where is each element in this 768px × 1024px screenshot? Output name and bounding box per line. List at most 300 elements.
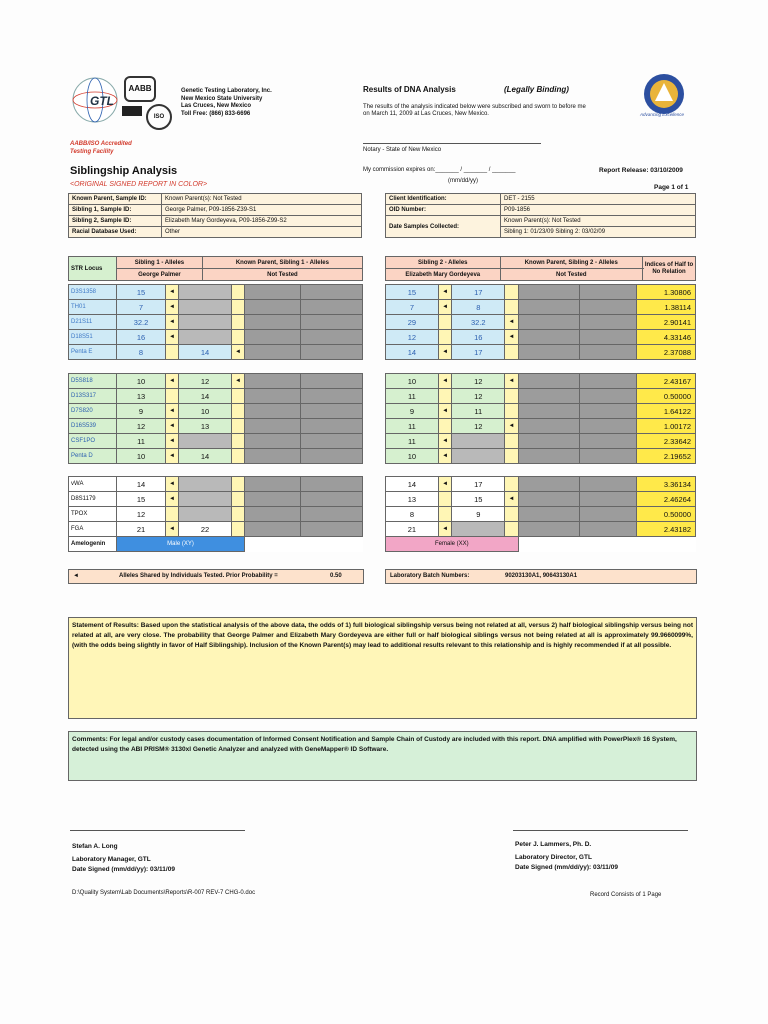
sib2-allele-a: 21 — [386, 522, 439, 537]
shared-arrow-icon: ◄ — [73, 573, 79, 579]
arrow-cell — [232, 492, 245, 507]
sib1-allele-b: 12 — [179, 374, 232, 389]
str-row-sib2 — [386, 522, 696, 537]
arrow-cell — [232, 477, 245, 492]
sib1-allele-b: 13 — [179, 419, 232, 434]
arrow-cell — [505, 285, 518, 300]
shared-arrow-icon: ◄ — [505, 330, 518, 345]
signer-left-date: Date Signed (mm/dd/yy): 03/11/09 — [72, 866, 175, 873]
lab-name: Genetic Testing Laboratory, Inc. — [181, 88, 272, 94]
shared-arrow-icon: ◄ — [505, 419, 518, 434]
sib1-allele-b — [179, 300, 232, 315]
kp2-allele-a — [518, 285, 579, 300]
arrow-cell — [232, 419, 245, 434]
relation-index: 2.46264 — [636, 492, 695, 507]
batch-numbers-bar — [385, 569, 697, 584]
sib1-allele-b — [179, 285, 232, 300]
kp2-allele-b — [579, 315, 636, 330]
kp2-allele-a — [518, 374, 579, 389]
sib1-allele-b — [179, 507, 232, 522]
str-locus: D7S820 — [69, 404, 117, 419]
signature-line-left — [70, 830, 245, 831]
shared-arrow-icon: ◄ — [166, 477, 179, 492]
relation-index: 1.64122 — [636, 404, 695, 419]
arrow-cell — [232, 522, 245, 537]
accredited-line-2: Testing Facility — [70, 149, 114, 155]
shared-arrow-icon: ◄ — [438, 522, 451, 537]
results-title: Results of DNA Analysis — [363, 85, 456, 94]
batch-label: Laboratory Batch Numbers: — [390, 573, 470, 579]
lab-address — [181, 88, 272, 118]
comments-box — [68, 731, 697, 781]
shared-note: Alleles Shared by Individuals Tested. Prior Probability = — [119, 573, 278, 579]
str-row-sib1 — [69, 285, 363, 300]
kp-allele-a — [245, 374, 301, 389]
sib2-allele-a: 29 — [386, 315, 439, 330]
arrow-cell — [438, 507, 451, 522]
str-row-sib2 — [386, 330, 696, 345]
date-collected-parents: Known Parent(s): Not Tested — [501, 216, 696, 227]
str-row-sib2 — [386, 404, 696, 419]
sib2-allele-a: 7 — [386, 300, 439, 315]
signature-line-right — [513, 830, 688, 831]
signer-right-date: Date Signed (mm/dd/yy): 03/11/09 — [515, 864, 618, 871]
sib1-allele-b — [179, 330, 232, 345]
shared-arrow-icon: ◄ — [438, 374, 451, 389]
str-row-sib1 — [69, 449, 363, 464]
arrow-cell — [505, 507, 518, 522]
arrow-cell — [166, 389, 179, 404]
relation-index: 0.50000 — [636, 507, 695, 522]
arrow-cell — [232, 389, 245, 404]
shared-arrow-icon: ◄ — [166, 300, 179, 315]
str-row-sib1 — [69, 374, 363, 389]
report-release: Report Release: 03/10/2009 — [599, 167, 683, 174]
sib2-allele-b — [452, 449, 505, 464]
kp-allele-b — [301, 374, 363, 389]
arrow-cell — [505, 449, 518, 464]
info-value: Known Parent(s): Not Tested — [162, 194, 362, 205]
arrow-cell — [505, 434, 518, 449]
lab-phone: Toll Free: (866) 833-6696 — [181, 110, 251, 117]
relation-index: 2.19652 — [636, 449, 695, 464]
group1-sib1-table — [68, 284, 363, 360]
kp2-allele-b — [579, 434, 636, 449]
arrow-cell — [232, 449, 245, 464]
shared-arrow-icon: ◄ — [166, 285, 179, 300]
str-locus: vWA — [69, 477, 117, 492]
relation-index: 0.50000 — [636, 389, 695, 404]
shared-arrow-icon: ◄ — [438, 477, 451, 492]
footer-record: Record Consists of 1 Page — [590, 892, 662, 898]
kp2-allele-b — [579, 507, 636, 522]
shared-arrow-icon: ◄ — [166, 404, 179, 419]
str-row-sib1 — [69, 419, 363, 434]
str-row-sib2 — [386, 300, 696, 315]
sib2-allele-a: 9 — [386, 404, 439, 419]
kp-sib2-not-tested: Not Tested — [500, 269, 642, 281]
kp-allele-a — [245, 404, 301, 419]
amelogenin-sib2: Female (XX) — [386, 537, 519, 552]
lab-city: Las Cruces, New Mexico — [181, 103, 252, 109]
kp-allele-b — [301, 345, 363, 360]
kp2-allele-a — [518, 419, 579, 434]
seal-caption: Advancing Excellence — [640, 112, 685, 117]
shared-arrow-icon: ◄ — [505, 374, 518, 389]
group3-sib1-table — [68, 476, 363, 552]
sib1-allele-a: 11 — [117, 434, 166, 449]
kp-allele-b — [301, 330, 363, 345]
info-value: George Palmer, P09-1856-Z39-S1 — [162, 205, 362, 216]
sib2-allele-a: 10 — [386, 374, 439, 389]
relation-index: 4.33146 — [636, 330, 695, 345]
gtl-logo-text: GTL — [90, 94, 114, 108]
sib1-allele-b — [179, 492, 232, 507]
sib2-allele-b: 16 — [452, 330, 505, 345]
shared-arrow-icon: ◄ — [166, 419, 179, 434]
sib1-allele-a: 16 — [117, 330, 166, 345]
sib2-allele-b: 17 — [452, 285, 505, 300]
sib2-allele-b: 32.2 — [452, 315, 505, 330]
info-row — [69, 227, 362, 238]
amelogenin-empty — [245, 537, 363, 552]
arrow-cell — [505, 300, 518, 315]
sworn-statement: The results of the analysis indicated below were subscribed and sworn to before me on March 11, 2009 at Las Cruces, New Mexico. — [363, 104, 586, 117]
kp2-allele-a — [518, 389, 579, 404]
footer-path: D:\Quality System\Lab Documents\Reports\R-007 REV-7 CHG-0.doc — [72, 890, 256, 896]
shared-arrow-icon: ◄ — [232, 374, 245, 389]
arrow-cell — [505, 404, 518, 419]
date-collected-siblings: Sibling 1: 01/23/09 Sibling 2: 03/02/09 — [501, 227, 696, 238]
shared-arrow-icon: ◄ — [505, 315, 518, 330]
arrow-cell — [438, 389, 451, 404]
amelogenin-sib1: Male (XY) — [117, 537, 245, 552]
shared-arrow-icon: ◄ — [166, 522, 179, 537]
sib1-allele-b: 10 — [179, 404, 232, 419]
kp-allele-a — [245, 315, 301, 330]
accredited-line-1: AABB/ISO Accredited — [70, 141, 132, 147]
str-row-sib1 — [69, 330, 363, 345]
sib2-allele-b: 8 — [452, 300, 505, 315]
info-label: Known Parent, Sample ID: — [69, 194, 162, 205]
shared-arrow-icon: ◄ — [166, 374, 179, 389]
kp2-allele-b — [579, 345, 636, 360]
amelogenin-empty — [518, 537, 695, 552]
str-locus: D21S11 — [69, 315, 117, 330]
sib1-allele-a: 8 — [117, 345, 166, 360]
arrow-cell — [438, 492, 451, 507]
sample-info-table — [68, 193, 362, 238]
kp2-allele-b — [579, 330, 636, 345]
amelogenin-row — [69, 537, 363, 552]
arrow-cell — [166, 345, 179, 360]
kp2-allele-b — [579, 449, 636, 464]
sib1-allele-a: 9 — [117, 404, 166, 419]
sib1-alleles-header: Sibling 1 - Alleles — [117, 257, 203, 269]
str-row-sib2 — [386, 374, 696, 389]
sib1-allele-b — [179, 315, 232, 330]
kp2-allele-b — [579, 522, 636, 537]
shared-arrow-icon: ◄ — [438, 434, 451, 449]
sib2-allele-a: 11 — [386, 389, 439, 404]
str-locus: D13S317 — [69, 389, 117, 404]
kp2-allele-b — [579, 492, 636, 507]
signer-left — [72, 840, 175, 876]
info-row — [69, 216, 362, 227]
sib2-allele-b: 11 — [452, 404, 505, 419]
statement-box — [68, 617, 697, 719]
client-label: Client Identification: — [386, 194, 501, 205]
kp-allele-b — [301, 522, 363, 537]
sib1-allele-a: 10 — [117, 374, 166, 389]
str-row-sib1 — [69, 315, 363, 330]
sib1-allele-a: 14 — [117, 477, 166, 492]
arrow-cell — [505, 522, 518, 537]
group1-sib2-table — [385, 284, 696, 360]
indices-header: Indices of Half to No Relation — [643, 257, 696, 281]
signer-right-name: Peter J. Lammers, Ph. D. — [515, 841, 592, 848]
kp-allele-a — [245, 285, 301, 300]
aa-logo — [122, 106, 142, 116]
info-label: Racial Database Used: — [69, 227, 162, 238]
arrow-cell — [505, 389, 518, 404]
sib2-allele-a: 14 — [386, 345, 439, 360]
kp-allele-b — [301, 315, 363, 330]
shared-alleles-bar — [68, 569, 364, 584]
sib1-allele-b: 22 — [179, 522, 232, 537]
oid-label: OID Number: — [386, 205, 501, 216]
arrow-cell — [232, 434, 245, 449]
shared-arrow-icon: ◄ — [438, 449, 451, 464]
group2-sib1-table — [68, 373, 363, 464]
relation-index: 3.36134 — [636, 477, 695, 492]
str-row-sib1 — [69, 345, 363, 360]
str-row-sib1 — [69, 434, 363, 449]
str-row-sib1 — [69, 507, 363, 522]
shared-arrow-icon: ◄ — [438, 345, 451, 360]
sib2-allele-b — [452, 522, 505, 537]
str-row-sib2 — [386, 389, 696, 404]
signer-left-title: Laboratory Manager, GTL — [72, 856, 151, 863]
sib1-allele-a: 21 — [117, 522, 166, 537]
group2-sib2-table — [385, 373, 696, 464]
str-row-sib2 — [386, 315, 696, 330]
sib2-allele-b — [452, 434, 505, 449]
relation-index: 2.37088 — [636, 345, 695, 360]
arrow-cell — [438, 330, 451, 345]
kp-allele-a — [245, 389, 301, 404]
arrow-cell — [166, 507, 179, 522]
sib1-allele-a: 15 — [117, 492, 166, 507]
relation-index: 1.30806 — [636, 285, 695, 300]
signer-right — [515, 838, 618, 874]
str-locus: Penta D — [69, 449, 117, 464]
sib1-allele-b — [179, 434, 232, 449]
arrow-cell — [232, 300, 245, 315]
commission: My commission expires on:_______ / _______ / _______ — [363, 167, 516, 173]
kp2-allele-a — [518, 522, 579, 537]
sib1-allele-a: 7 — [117, 300, 166, 315]
kp2-allele-b — [579, 300, 636, 315]
sib2-allele-b: 17 — [452, 345, 505, 360]
client-value: DET - 2155 — [501, 194, 696, 205]
kp-allele-b — [301, 404, 363, 419]
info-value: Elizabeth Mary Gordeyeva, P09-1856-Z99-S2 — [162, 216, 362, 227]
sib1-allele-b: 14 — [179, 389, 232, 404]
signer-right-title: Laboratory Director, GTL — [515, 854, 592, 861]
kp2-allele-a — [518, 404, 579, 419]
info-row — [69, 194, 362, 205]
relation-index: 1.00172 — [636, 419, 695, 434]
kp2-allele-a — [518, 315, 579, 330]
sib1-name-header: George Palmer — [117, 269, 203, 281]
kp-allele-b — [301, 389, 363, 404]
kp-allele-a — [245, 345, 301, 360]
str-locus: TH01 — [69, 300, 117, 315]
shared-arrow-icon: ◄ — [232, 345, 245, 360]
shared-arrow-icon: ◄ — [166, 492, 179, 507]
kp-allele-a — [245, 419, 301, 434]
kp2-allele-a — [518, 300, 579, 315]
sib2-allele-b: 17 — [452, 477, 505, 492]
info-label: Sibling 1, Sample ID: — [69, 205, 162, 216]
sib1-allele-a: 10 — [117, 449, 166, 464]
group3-sib2-table — [385, 476, 696, 552]
info-row — [69, 205, 362, 216]
shared-arrow-icon: ◄ — [166, 449, 179, 464]
shared-arrow-icon: ◄ — [438, 300, 451, 315]
str-row-sib2 — [386, 419, 696, 434]
kp2-allele-b — [579, 404, 636, 419]
amelogenin-row — [386, 537, 696, 552]
accreditation — [70, 140, 132, 156]
arrow-cell — [232, 315, 245, 330]
str-locus: D5S818 — [69, 374, 117, 389]
sib2-allele-a: 15 — [386, 285, 439, 300]
kp2-allele-a — [518, 507, 579, 522]
kp-allele-b — [301, 419, 363, 434]
str-row-sib2 — [386, 434, 696, 449]
str-locus: D18S51 — [69, 330, 117, 345]
str-row-sib1 — [69, 492, 363, 507]
str-locus: D3S1358 — [69, 285, 117, 300]
sib2-name-header: Elizabeth Mary Gordeyeva — [386, 269, 501, 281]
str-row-sib2 — [386, 507, 696, 522]
kp2-allele-a — [518, 492, 579, 507]
sib1-allele-a: 12 — [117, 419, 166, 434]
sib2-allele-a: 12 — [386, 330, 439, 345]
arrow-cell — [232, 507, 245, 522]
sib2-allele-b: 12 — [452, 374, 505, 389]
aabb-logo: AABB — [124, 76, 156, 102]
info-value: Other — [162, 227, 362, 238]
str-locus: FGA — [69, 522, 117, 537]
str-row-sib1 — [69, 477, 363, 492]
info-label: Sibling 2, Sample ID: — [69, 216, 162, 227]
str-locus: Penta E — [69, 345, 117, 360]
kp2-allele-a — [518, 345, 579, 360]
sib2-allele-a: 11 — [386, 434, 439, 449]
shared-arrow-icon: ◄ — [438, 285, 451, 300]
kp-allele-a — [245, 300, 301, 315]
str-locus: CSF1PO — [69, 434, 117, 449]
kp-allele-a — [245, 477, 301, 492]
iso-logo: ISO — [146, 104, 172, 130]
shared-arrow-icon: ◄ — [166, 434, 179, 449]
kp-allele-b — [301, 449, 363, 464]
arrow-cell — [438, 419, 451, 434]
report-title: Siblingship Analysis — [70, 165, 178, 177]
kp-allele-b — [301, 434, 363, 449]
sib2-allele-b: 12 — [452, 389, 505, 404]
arrow-cell — [232, 330, 245, 345]
kp-allele-b — [301, 507, 363, 522]
date-collected-label: Date Samples Collected: — [386, 216, 501, 238]
arrow-cell — [232, 404, 245, 419]
kp2-allele-a — [518, 477, 579, 492]
shared-arrow-icon: ◄ — [166, 330, 179, 345]
seal-logo — [642, 72, 686, 116]
kp2-allele-b — [579, 477, 636, 492]
str-locus: TPOX — [69, 507, 117, 522]
kp-allele-b — [301, 477, 363, 492]
kp-allele-a — [245, 492, 301, 507]
sib2-allele-a: 8 — [386, 507, 439, 522]
kp2-allele-b — [579, 285, 636, 300]
arrow-cell — [505, 345, 518, 360]
legally-binding: (Legally Binding) — [504, 85, 569, 94]
str-row-sib1 — [69, 300, 363, 315]
notary-label: Notary - State of New Mexico — [363, 147, 442, 153]
signer-left-name: Stefan A. Long — [72, 843, 118, 850]
kp-allele-a — [245, 434, 301, 449]
oid-value: P09-1856 — [501, 205, 696, 216]
sib2-allele-a: 10 — [386, 449, 439, 464]
sib2-allele-a: 14 — [386, 477, 439, 492]
str-row-sib2 — [386, 285, 696, 300]
relation-index: 2.90141 — [636, 315, 695, 330]
str-row-sib2 — [386, 449, 696, 464]
kp2-allele-a — [518, 449, 579, 464]
batch-value: 90203130A1, 90643130A1 — [505, 573, 578, 579]
sib2-alleles-header: Sibling 2 - Alleles — [386, 257, 501, 269]
arrow-cell — [438, 315, 451, 330]
page-number: Page 1 of 1 — [654, 184, 689, 191]
kp2-allele-b — [579, 419, 636, 434]
sib2-allele-b: 12 — [452, 419, 505, 434]
kp2-allele-a — [518, 330, 579, 345]
sib1-allele-b — [179, 477, 232, 492]
arrow-cell — [505, 477, 518, 492]
sib1-allele-a: 13 — [117, 389, 166, 404]
sib1-header-table — [68, 256, 363, 281]
kp-allele-a — [245, 449, 301, 464]
prior-probability: 0.50 — [330, 573, 342, 579]
sib1-allele-a: 15 — [117, 285, 166, 300]
report-subtitle: <ORIGINAL SIGNED REPORT IN COLOR> — [70, 181, 208, 188]
arrow-cell — [232, 285, 245, 300]
str-row-sib1 — [69, 404, 363, 419]
relation-index: 1.38114 — [636, 300, 695, 315]
kp2-allele-a — [518, 434, 579, 449]
kp-allele-b — [301, 300, 363, 315]
str-row-sib1 — [69, 389, 363, 404]
str-locus-header: STR Locus — [69, 257, 117, 281]
str-row-sib2 — [386, 492, 696, 507]
kp2-allele-b — [579, 389, 636, 404]
relation-index: 2.43182 — [636, 522, 695, 537]
lab-university: New Mexico State University — [181, 95, 263, 102]
